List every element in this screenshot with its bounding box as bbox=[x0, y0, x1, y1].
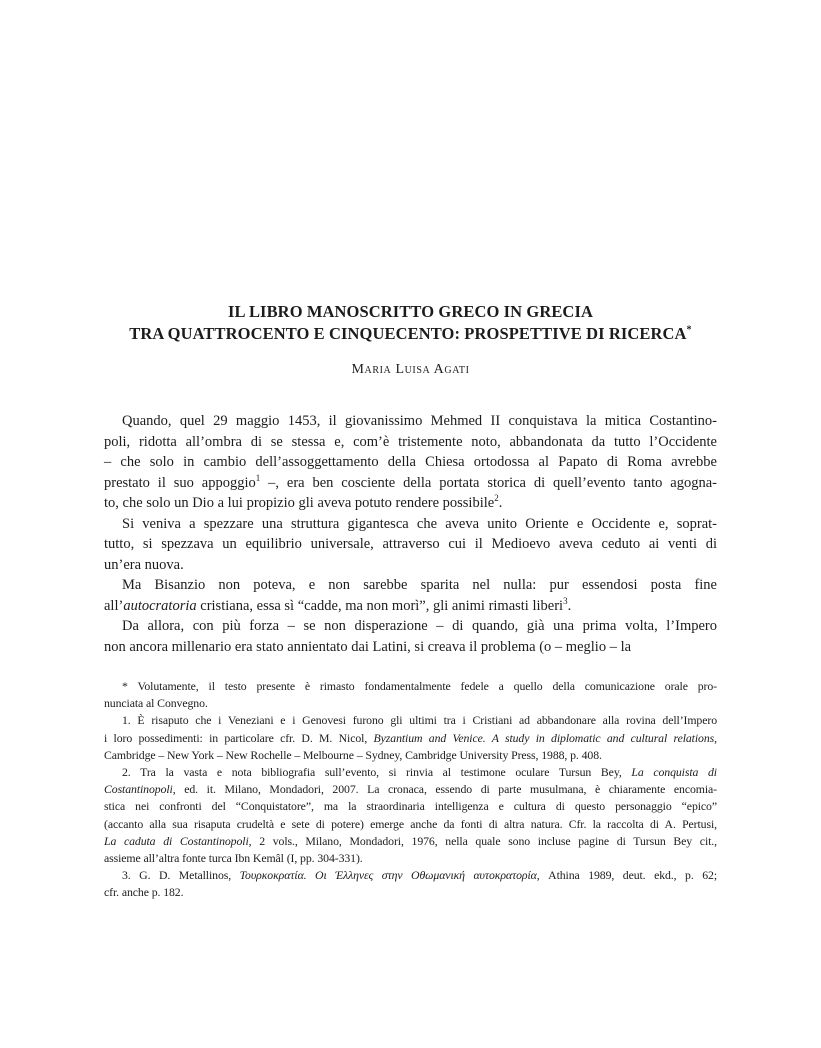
article-title bbox=[104, 301, 717, 345]
text-line: poli, ridotta all’ombra di se stessa e, com’è tristemente noto, abbandonata da tutto l’Occidente bbox=[104, 433, 717, 450]
footnote-1 bbox=[104, 712, 717, 764]
footnote-3 bbox=[104, 867, 717, 901]
footnote-asterisk bbox=[104, 678, 717, 712]
text-line: Ma Bisanzio non poteva, e non sarebbe sparita nel nulla: pur essendosi posta fine bbox=[122, 577, 717, 593]
text-line: Da allora, con più forza – se non disperazione – di quando, già una prima volta, l’Impero bbox=[122, 618, 717, 634]
footnote-2 bbox=[104, 764, 717, 867]
text-line: Costantinopoli, ed. it. Milano, Mondadori, 2007. La cronaca, essendo di parte musulmana, è chiaramente encomia- bbox=[104, 782, 717, 797]
paragraph bbox=[104, 575, 717, 616]
paragraph bbox=[104, 514, 717, 576]
text-column bbox=[104, 301, 717, 902]
text-line: i loro possedimenti: in particolare cfr. D. M. Nicol, Byzantium and Venice. A study in diplomatic and cultural relations, bbox=[104, 730, 717, 745]
text-line: 3. G. D. Metallinos, Τουρκοκρατία. Οι Έλληνες στην Οθωμανική αυτοκρατορία, Athina 1989, deut. ekd., p. 62; bbox=[122, 868, 717, 883]
paragraph bbox=[104, 616, 717, 657]
text-line: all’autocratoria cristiana, essa sì “cadde, ma non morì”, gli animi rimasti liberi$^3$. bbox=[104, 595, 572, 614]
text-line: un’era nuova. bbox=[104, 556, 184, 573]
text-line: assieme all’altra fonte turca Ibn Kemâl (I, pp. 304-331). bbox=[104, 851, 363, 866]
article-title-line-2: TRA QUATTROCENTO E CINQUECENTO: PROSPETTIVE DI RICERCA* bbox=[129, 324, 692, 343]
text-line: 2. Tra la vasta e nota bibliografia sull’evento, si rinvia al testimone oculare Tursun Bey, La conquista di bbox=[122, 765, 717, 780]
text-line: – che solo in cambio dell’assoggettamento della Chiesa ortodossa al Papato di Roma avrebbe bbox=[104, 454, 717, 470]
text-line: stica nei confronti del “Conquistatore”, ma la straordinaria intelligenza e cultura di questo personaggio “epico” bbox=[104, 799, 717, 814]
text-line: non ancora millenario era stato annientato dai Latini, si creava il problema (o – meglio – la bbox=[104, 638, 632, 655]
article-body bbox=[104, 411, 717, 657]
text-line: Quando, quel 29 maggio 1453, il giovanissimo Mehmed II conquistava la mitica Costantino- bbox=[122, 413, 717, 429]
footnotes-section bbox=[104, 678, 717, 902]
author-name: Maria Luisa Agati bbox=[351, 362, 470, 377]
text-line: * Volutamente, il testo presente è rimasto fondamentalmente fedele a quello della comunicazione orale pro- bbox=[122, 679, 717, 693]
text-line: Cambridge – New York – New Rochelle – Melbourne – Sydney, Cambridge University Press, 1988, p. 408. bbox=[104, 747, 602, 762]
text-line: tutto, si spezzava un equilibrio universale, attraverso cui il Medioevo aveva ceduto ai venti di bbox=[104, 536, 717, 552]
text-line: to, che solo un Dio a lui propizio gli aveva potuto rendere possibile$^2$. bbox=[104, 493, 503, 511]
text-line: (accanto alla sua risaputa crudeltà e sete di potere) emerge anche da fonti di altra natura. Cfr. la raccolta di A. Pertusi, bbox=[104, 816, 717, 831]
text-line: 1. È risaputo che i Veneziani e i Genovesi furono gli ultimi tra i Cristiani ad abbandonare alla rovina dell’Impero bbox=[122, 713, 717, 728]
text-line: cfr. anche p. 182. bbox=[104, 885, 184, 900]
text-line: La caduta di Costantinopoli, 2 vols., Milano, Mondadori, 1976, nella quale sono incluse pagine di Tursun Bey cit., bbox=[104, 833, 717, 848]
text-line: Si veniva a spezzare una struttura gigantesca che aveva unito Oriente e Occidente e, soprat- bbox=[122, 515, 717, 532]
text-line: nunciata al Convegno. bbox=[104, 696, 208, 711]
article-title-line-1: IL LIBRO MANOSCRITTO GRECO IN GRECIA bbox=[228, 302, 593, 321]
paragraph bbox=[104, 411, 717, 514]
text-line: prestato il suo appoggio$^1$ –, era ben cosciente della portata storica di quell’evento tanto agogna- bbox=[104, 472, 717, 491]
